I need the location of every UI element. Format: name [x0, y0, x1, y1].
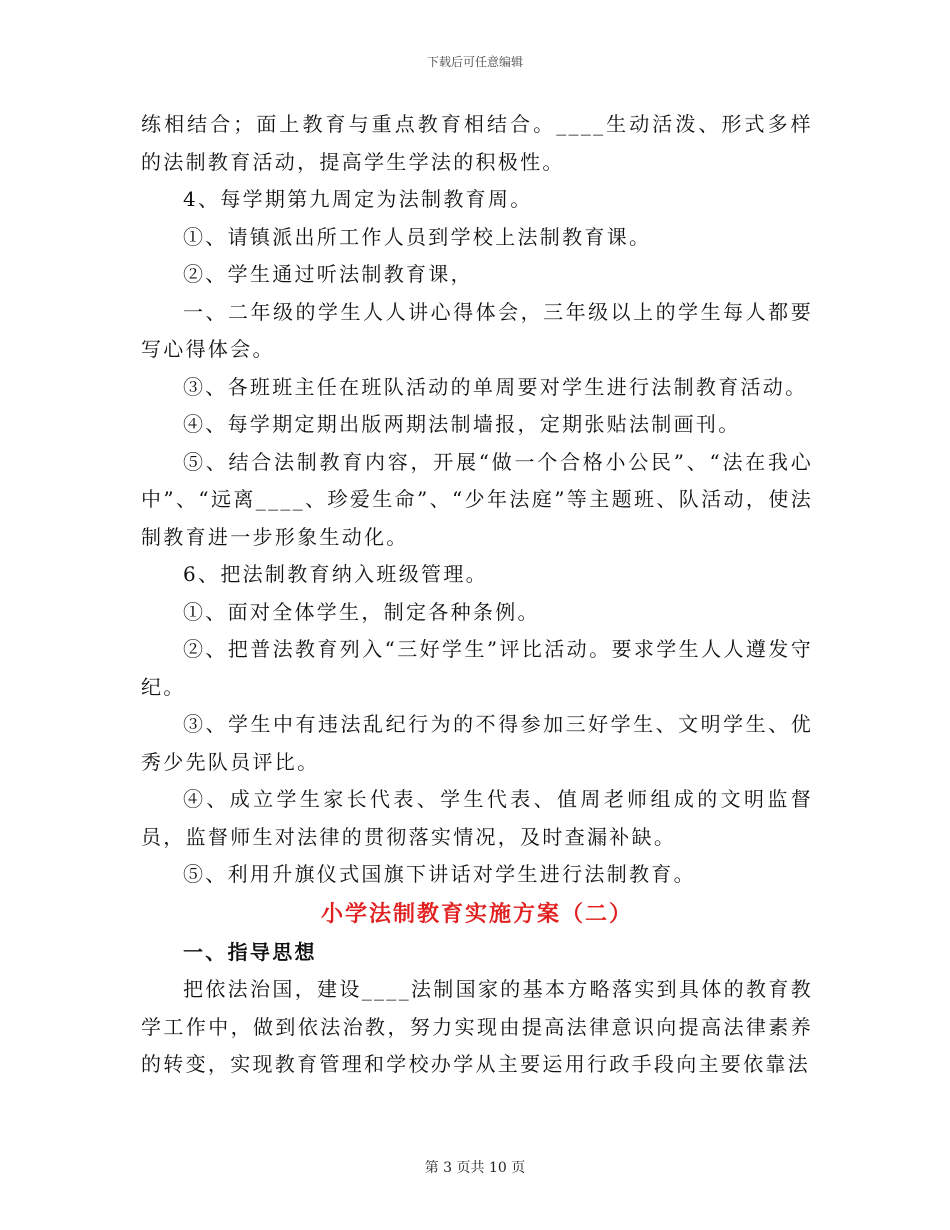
- body-paragraph-item-6-1: ①、面对全体学生，制定各种条例。: [183, 599, 540, 624]
- document-body: [141, 106, 813, 1084]
- body-paragraph-grades: 一、二年级的学生人人讲心得体会，三年级以上的学生每人都要写心得体会。: [141, 299, 813, 361]
- body-paragraph-item-6-3: ③、学生中有违法乱纪行为的不得参加三好学生、文明学生、优秀少先队员评比。: [141, 712, 813, 774]
- body-paragraph-item-6-5: ⑤、利用升旗仪式国旗下讲话对学生进行法制教育。: [183, 862, 696, 886]
- body-paragraph-guiding-ideology: 把依法治国，建设____法制国家的基本方略落实到具体的教育教学工作中，做到依法治教，努力实现由提高法律意识向提高法律素养的转变，实现教育管理和学校办学从主要运用行政手段向主要依靠法: [141, 977, 813, 1076]
- body-paragraph-item-4-4: ④、每学期定期出版两期法制墙报，定期张贴法制画刊。: [183, 412, 741, 436]
- body-paragraph-item-6-4: ④、成立学生家长代表、学生代表、值周老师组成的文明监督员，监督师生对法律的贯彻落实情况，及时查漏补缺。: [141, 787, 813, 849]
- section-title: 小学法制教育实施方案（二）: [320, 900, 633, 927]
- body-paragraph-item-4-5: ⑤、结合法制教育内容，开展“做一个合格小公民”、“法在我心中”、“远离____、珍爱生命”、“少年法庭”等主题班、队活动，使法制教育进一步形象生动化。: [141, 449, 813, 549]
- body-paragraph-item-4-2: ②、学生通过听法制教育课，: [183, 262, 473, 286]
- subheading-guiding-ideology: 一、指导思想: [183, 939, 317, 964]
- body-paragraph-item-4-1: ①、请镇派出所工作人员到学校上法制教育课。: [183, 224, 652, 249]
- body-paragraph-item-4-3: ③、各班班主任在班队活动的单周要对学生进行法制教育活动。: [183, 374, 808, 399]
- body-paragraph-continuation: 练相结合；面上教育与重点教育相结合。____生动活泼、形式多样的法制教育活动，提高学生学法的积极性。: [141, 112, 813, 174]
- body-paragraph-item-6: 6、把法制教育纳入班级管理。: [183, 562, 488, 586]
- body-paragraph-item-4: 4、每学期第九周定为法制教育周。: [183, 187, 533, 211]
- body-paragraph-item-6-2: ②、把普法教育列入“三好学生”评比活动。要求学生人人遵发守纪。: [141, 637, 813, 699]
- page-header: 下载后可任意编辑: [426, 55, 523, 69]
- page-number: 第 3 页共 10 页: [424, 1160, 526, 1176]
